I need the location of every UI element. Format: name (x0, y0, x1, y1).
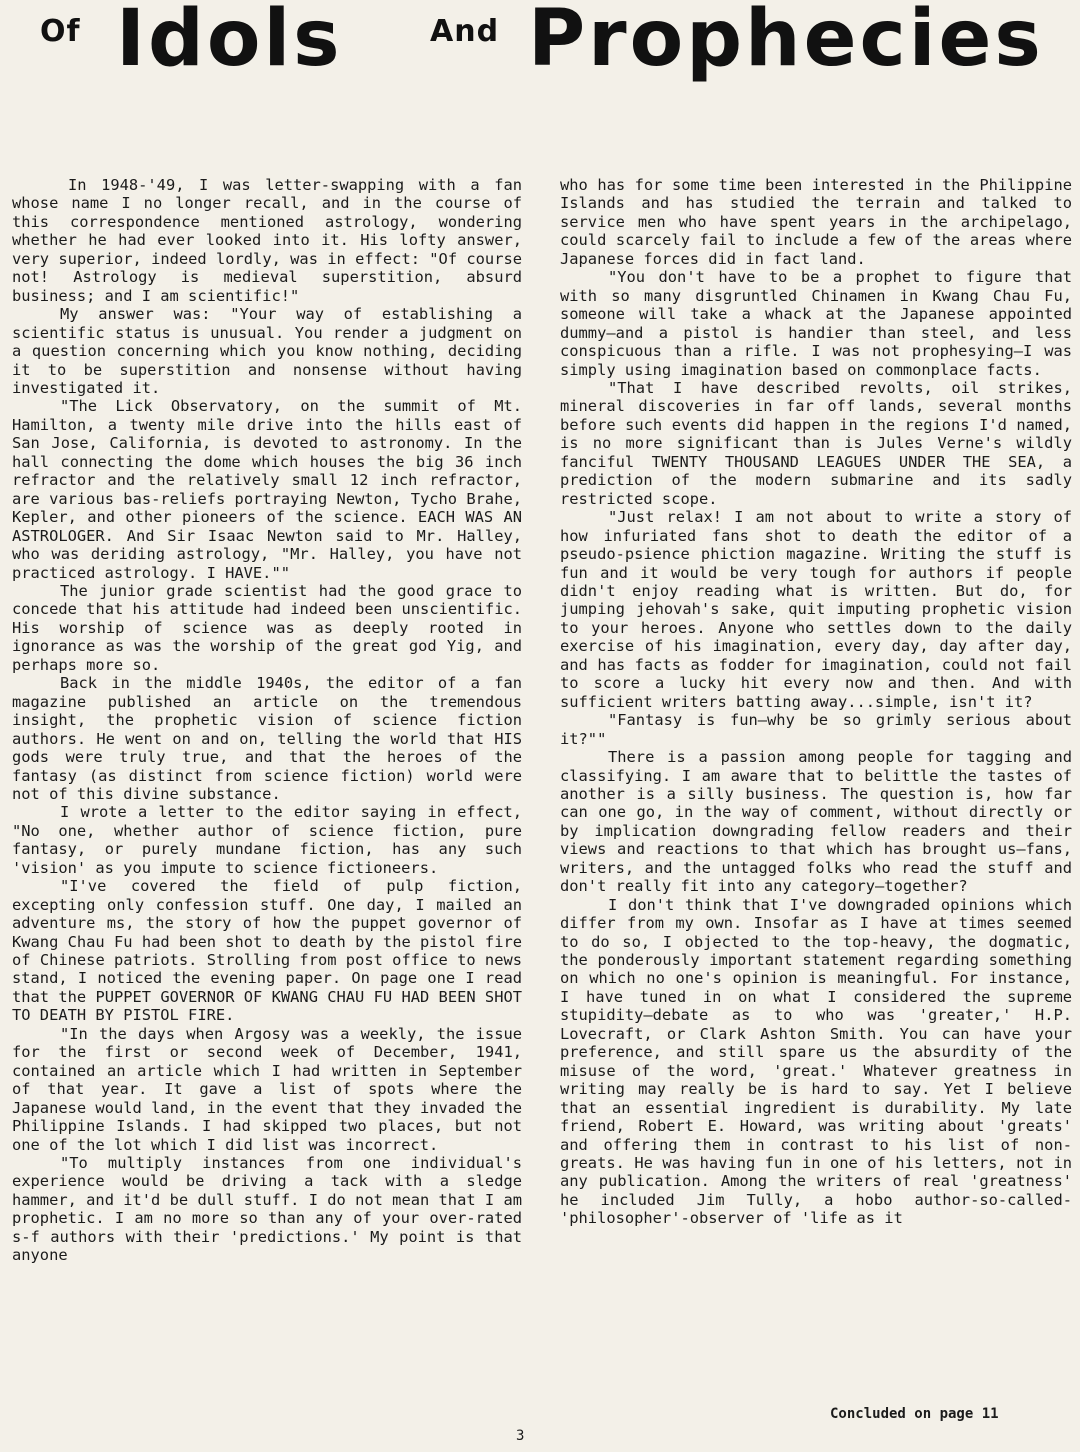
title-word-idols: Idols (116, 0, 343, 84)
page-number: 3 (516, 1428, 525, 1444)
article-title (40, 0, 1050, 104)
title-word-of: Of (40, 14, 81, 49)
paragraph: I don't think that I've downgraded opinions which differ from my own. Insofar as I have at times seemed to do so, I objected to the top-heavy, the dogmatic, the ponderously important statement regarding something on which no one's opinion is meaningful. For instance, I have tuned in on what I considered the supreme stupidity—debate as to who was 'greater,' H.P. Lovecraft, or Clark Ashton Smith. You can have your preference, and still spare us the absurdity of the misuse of the word, 'great.' Whatever greatness in writing may really be is hard to say. Yet I believe that an essential ingredient is durability. My late friend, Robert E. Howard, was writing about 'greats' and offering them in contrast to his list of non-greats. He was having fun in one of his letters, not in any publication. Among the writers of real 'greatness' he included Jim Tully, a hobo author-so-called-'philosopher'-observer of 'life as it (560, 895, 1072, 1228)
paragraph: The junior grade scientist had the good grace to concede that his attitude had indeed been unscientific. His worship of science was as deeply rooted in ignorance as was the worship of the great god Yig, and perhaps more so. (12, 581, 522, 674)
title-word-and: And (430, 14, 500, 49)
paragraph: "That I have described revolts, oil strikes, mineral discoveries in far off lands, several months before such events did happen in the regions I'd named, is no more significant than is Jules Verne's wildly fanciful TWENTY THOUSAND LEAGUES UNDER THE SEA, a prediction of the modern submarine and its sadly restricted scope. (560, 378, 1072, 508)
paragraph: "In the days when Argosy was a weekly, the issue for the first or second week of December, 1941, contained an article which I had written in September of that year. It gave a list of spots where the Japanese would land, in the event that they invaded the Philippine Islands. I had skipped two places, but not one of the lot which I did list was incorrect. (12, 1024, 522, 1154)
paragraph: "You don't have to be a prophet to figure that with so many disgruntled Chinamen in Kwang Chau Fu, someone will take a whack at the Japanese appointed dummy—and a pistol is handier than steel, and less conspicuous than a rifle. I was not prophesying—I was simply using imagination based on commonplace facts. (560, 268, 1072, 379)
paragraph: There is a passion among people for tagging and classifying. I am aware that to belittle the tastes of another is a silly business. The question is, how far can one go, in the way of comment, without directly or by implication downgrading fellow readers and their views and reactions to that which has brought us—fans, writers, and the untagged folks who read the stuff and don't really fit into any category—together? (560, 748, 1072, 896)
paragraph: "Fantasy is fun—why be so grimly serious about it?"" (560, 711, 1072, 748)
continued-note: Concluded on page 11 (830, 1406, 999, 1422)
title-word-prophecies: Prophecies (528, 0, 1044, 84)
right-column (560, 176, 1072, 1228)
paragraph: Back in the middle 1940s, the editor of a fan magazine published an article on the tremendous insight, the prophetic vision of science fiction authors. He went on and on, telling the world that HIS gods were truly true, and that the heroes of the fantasy (as distinct from science fiction) world were not of this divine substance. (12, 674, 522, 803)
paragraph: "I've covered the field of pulp fiction, excepting only confession stuff. One day, I mailed an adventure ms, the story of how the puppet governor of Kwang Chau Fu had been shot to death by the pistol fire of Chinese patriots. Strolling from post office to news stand, I noticed the evening paper. On page one I read that the PUPPET GOVERNOR OF KWANG CHAU FU HAD BEEN SHOT TO DEATH BY PISTOL FIRE. (12, 877, 522, 1025)
paragraph: My answer was: "Your way of establishing a scientific status is unusual. You render a judgment on a question concerning which you know nothing, deciding it to be superstition and nonsense without having investigated it. (12, 305, 522, 397)
left-column (12, 176, 522, 1265)
paragraph: "To multiply instances from one individual's experience would be driving a tack with a sledge hammer, and it'd be dull stuff. I do not mean that I am prophetic. I am no more so than any of your over-rated s-f authors with their 'predictions.' My point is that anyone (12, 1154, 522, 1265)
paragraph: In 1948-'49, I was letter-swapping with a fan whose name I no longer recall, and in the course of this correspondence mentioned astrology, wondering whether he had ever looked into it. His lofty answer, very superior, indeed lordly, was in effect: "Of course not! Astrology is medieval superstition, absurd business; and I am scientific!" (12, 176, 522, 305)
paragraph: I wrote a letter to the editor saying in effect, "No one, whether author of science fiction, pure fantasy, or purely mundane fiction, has any such 'vision' as you impute to science fictioneers. (12, 803, 522, 877)
paragraph: "The Lick Observatory, on the summit of Mt. Hamilton, a twenty mile drive into the hills east of San Jose, California, is devoted to astronomy. In the hall connecting the dome which houses the big 36 inch refractor and the relatively small 12 inch refractor, are various bas-reliefs portraying Newton, Tycho Brahe, Kepler, and other pioneers of the science. EACH WAS AN ASTROLOGER. And Sir Isaac Newton said to Mr. Halley, who was deriding astrology, "Mr. Halley, you have not practiced astrology. I HAVE."" (12, 397, 522, 582)
paragraph: "Just relax! I am not about to write a story of how infuriated fans shot to death the editor of a pseudo-psience phiction magazine. Writing the stuff is fun and it would be very tough for authors if people didn't enjoy reading what is written. But do, for jumping jehovah's sake, quit imputing prophetic vision to your heroes. Anyone who settles down to the daily exercise of his imagination, every day, day after day, and has facts as fodder for imagination, could not fail to score a lucky hit every now and then. And with sufficient writers batting away...simple, isn't it? (560, 508, 1072, 711)
paragraph: who has for some time been interested in the Philippine Islands and has studied the terrain and talked to service men who have spent years in the archipelago, could scarcely fail to include a few of the areas where Japanese forces did in fact land. (560, 176, 1072, 268)
